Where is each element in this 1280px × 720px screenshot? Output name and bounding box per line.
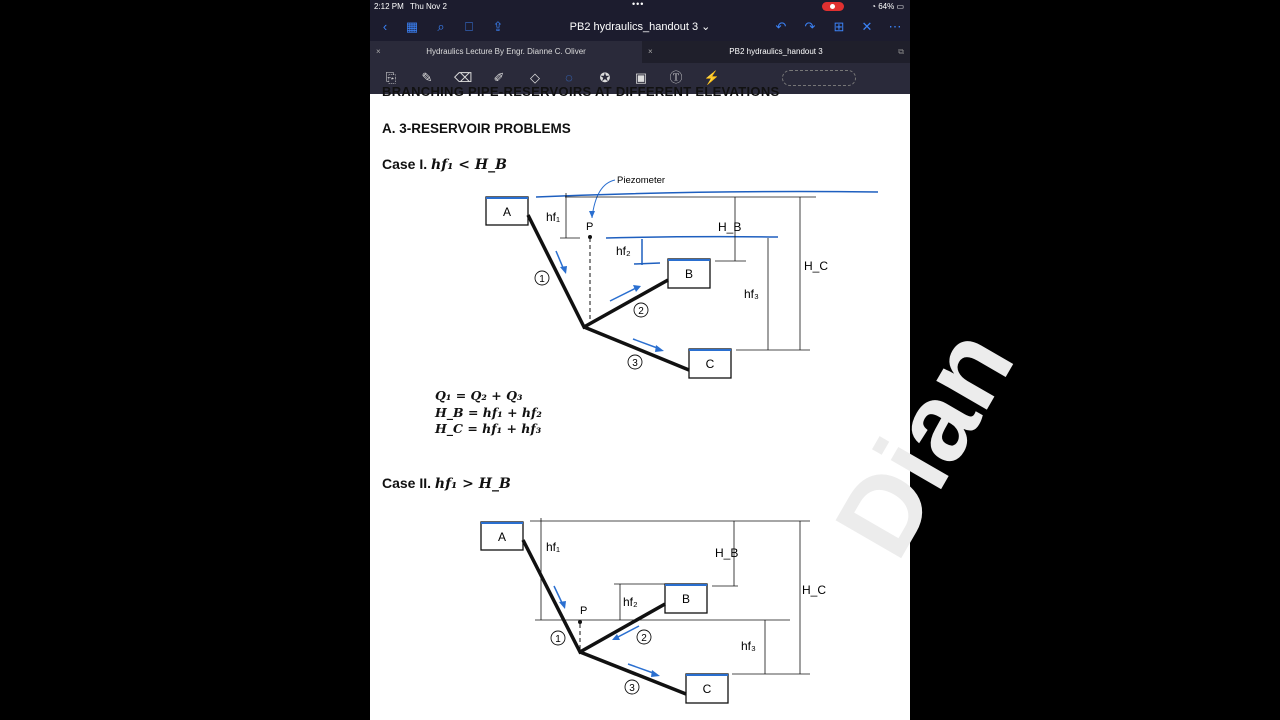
label-hf2: hf₂	[616, 244, 631, 258]
close-icon[interactable]: ✕	[861, 19, 873, 34]
pipe-1-number: 1	[539, 274, 545, 285]
label-hb: H_B	[715, 546, 739, 560]
pipe-2-number: 2	[641, 633, 647, 644]
label-piezometer: Piezometer	[617, 175, 666, 186]
tab-overview-icon[interactable]: ⧉	[898, 47, 904, 56]
highlighter-icon[interactable]: ✐	[493, 70, 505, 85]
label-a: A	[502, 205, 512, 219]
battery-indicator: ◔ 64% ▭	[871, 2, 904, 11]
document-page	[370, 84, 1038, 720]
case2-title-math: hf₁ > H_B	[434, 476, 511, 492]
case2-diagram	[370, 509, 910, 709]
equation-hb: H_B = hf₁ + hf₂	[435, 404, 542, 420]
tab-handout-3[interactable]	[642, 41, 910, 63]
case1-title-prefix: Case I.	[382, 156, 428, 172]
label-hf2: hf₂	[623, 595, 638, 609]
case2-title	[382, 475, 511, 492]
case1-title-math: hf₁ < H_B	[431, 157, 507, 173]
multitasking-dots-icon[interactable]: •••	[632, 0, 645, 9]
text-icon[interactable]: Ⓣ	[669, 70, 683, 85]
tab-label: Hydraulics Lecture By Engr. Dianne C. Oliver	[426, 47, 586, 56]
section-title: A. 3-RESERVOIR PROBLEMS	[382, 121, 571, 136]
cut-heading: BRANCHING PIPE-RESERVOIRS AT DIFFERENT ELEVATIONS	[382, 84, 780, 99]
close-tab-icon[interactable]: ×	[376, 47, 381, 56]
undo-icon[interactable]: ↶	[775, 19, 787, 34]
label-a: A	[497, 530, 507, 544]
tab-label: PB2 hydraulics_handout 3	[729, 47, 823, 56]
label-p: P	[586, 221, 594, 233]
label-c: C	[702, 682, 712, 696]
image-icon[interactable]: ▣	[634, 70, 648, 85]
pen-icon[interactable]: ✎	[421, 70, 433, 85]
more-icon[interactable]: ⋯	[888, 19, 902, 34]
status-date: Thu Nov 2	[410, 2, 447, 11]
label-b: B	[684, 267, 694, 281]
label-hf3: hf₃	[741, 639, 756, 653]
page-icon[interactable]: ⎘	[385, 70, 397, 85]
label-b: B	[681, 592, 691, 606]
label-hc: H_C	[802, 583, 827, 597]
label-p: P	[580, 605, 588, 617]
case2-title-prefix: Case II.	[382, 475, 432, 491]
status-time: 2:12 PM	[374, 2, 404, 11]
equation-hc: H_C = hf₁ + hf₃	[435, 421, 542, 436]
label-hf1: hf₁	[546, 210, 561, 224]
document-title[interactable]: PB2 hydraulics_handout 3 ⌄	[569, 21, 711, 33]
add-page-icon[interactable]: ⊞	[833, 19, 845, 34]
lasso-icon[interactable]: ◌	[565, 70, 573, 85]
label-hf3: hf₃	[744, 287, 759, 301]
close-tab-icon[interactable]: ×	[648, 47, 653, 56]
screen-record-icon[interactable]	[822, 2, 844, 11]
share-icon[interactable]: ⇪	[492, 19, 504, 34]
pipe-1-2	[528, 215, 668, 327]
case1-diagram	[370, 164, 910, 384]
label-hb: H_B	[718, 220, 742, 234]
star-icon[interactable]: ✪	[599, 70, 611, 85]
lasso-selection-pill[interactable]	[782, 70, 856, 86]
equation-continuity: Q₁ = Q₂ + Q₃	[435, 388, 523, 403]
label-hc: H_C	[804, 259, 829, 273]
battery-percent: 64%	[878, 2, 895, 11]
pipe-1-number: 1	[555, 634, 561, 645]
tab-bar	[370, 41, 910, 63]
pipe-3-number: 3	[629, 683, 635, 694]
grid-icon[interactable]: ▦	[405, 19, 419, 34]
ipad-screen	[370, 0, 1038, 720]
search-icon[interactable]: ⌕	[437, 19, 445, 34]
back-icon[interactable]: ‹	[382, 19, 388, 34]
label-hf1: hf₁	[546, 540, 561, 554]
pipe-2-number: 2	[638, 306, 644, 317]
nav-bar	[370, 13, 910, 41]
redo-icon[interactable]: ↷	[804, 19, 816, 34]
bookmark-icon[interactable]: ⎕	[465, 19, 473, 34]
eraser-icon[interactable]: ⌫	[454, 70, 473, 85]
case1-equations	[435, 388, 542, 438]
tab-hydraulics-lecture[interactable]	[370, 41, 642, 63]
laser-icon[interactable]: ⚡	[703, 70, 721, 85]
label-c: C	[705, 357, 715, 371]
shape-icon[interactable]: ◇	[530, 70, 540, 85]
watermark: Dian	[811, 308, 1038, 577]
pipe-3-number: 3	[632, 358, 638, 369]
status-bar	[370, 0, 910, 13]
